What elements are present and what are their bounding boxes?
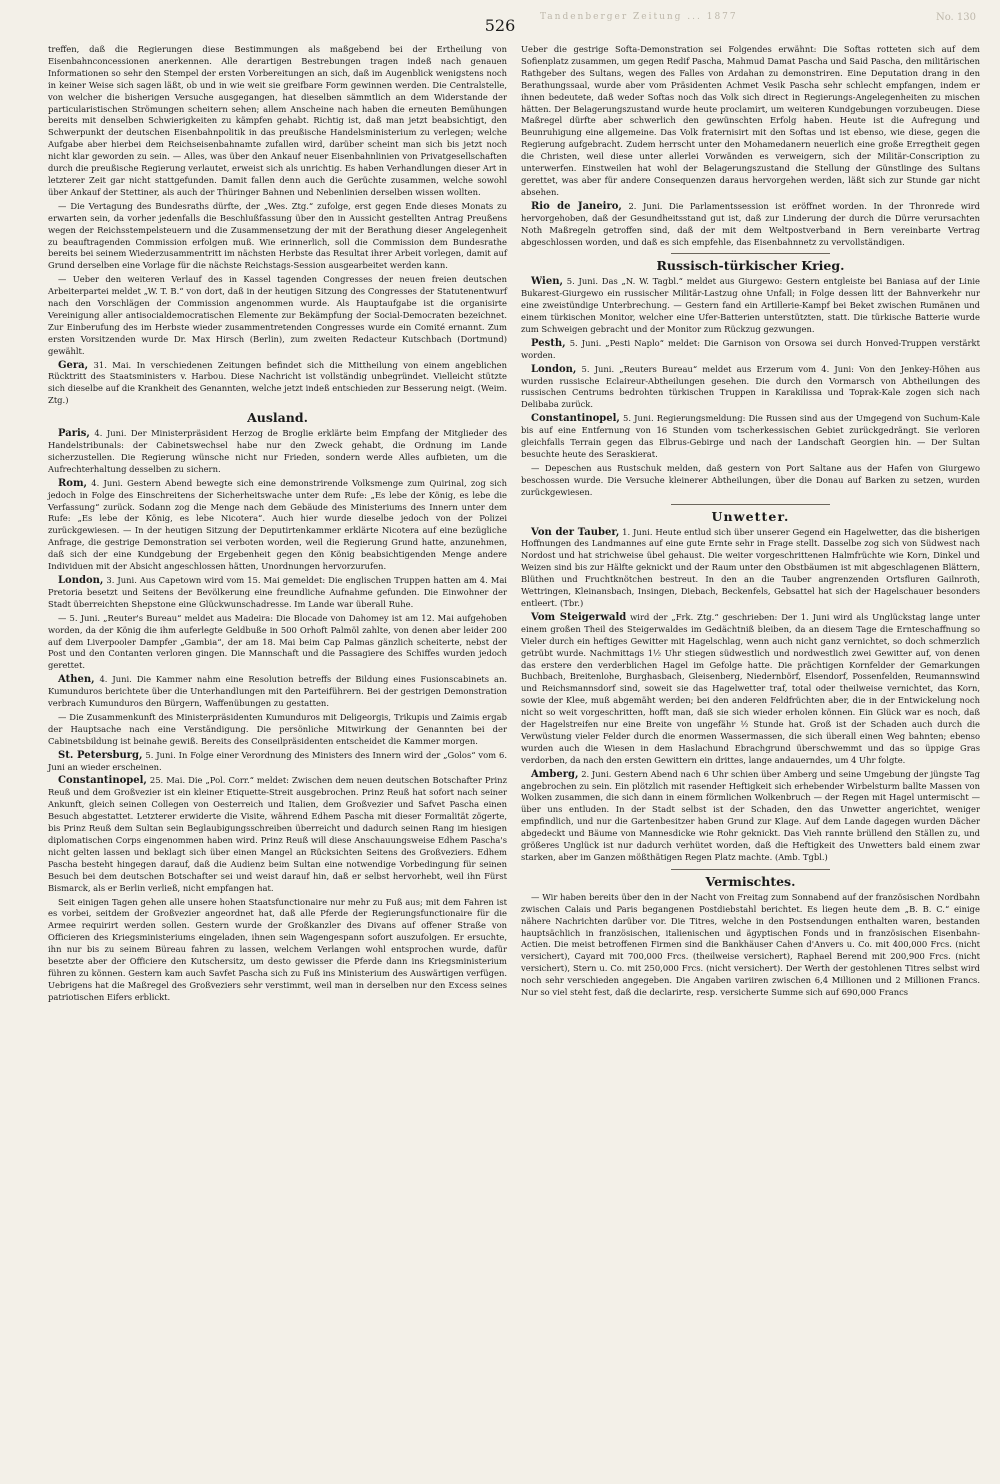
dispatch-constantinopel bbox=[521, 413, 980, 461]
article-paragraph: — Ueber den weiteren Verlauf des in Kassel tagenden Congresses der neuen freien deutschen Arbeiterpartei meldet „W. T. B.“ von dort, daß in der heutigen Sitzung des Congresses der Statutenentwurf nach den Vorschlägen der Commission angenommen wurde. Als Hauptaufgabe ist die organisirte Vereinigung aller antisocialdemocratischen Elemente zur Bekämpfung der Social-Democraten bezeichnet. Zur Einberufung des im Herbste wieder zusammentretenden Congresses wurde ein Comité ernannt. Zum ersten Vorsitzenden wurde Dr. Max Hirsch (Berlin), zum zweiten Redacteur Kutschbach (Dortmund) gewählt. bbox=[48, 274, 507, 356]
article-paragraph: — Depeschen aus Rustschuk melden, daß gestern von Port Saltane aus der Hafen von Giurgewo beschossen wurde. Die Versuche kleinerer Abtheilungen, über die Donau auf Barken zu setzen, wurden zurückgewiesen. bbox=[521, 462, 980, 497]
dateline-place: Pesth, bbox=[531, 337, 566, 349]
show-through-header: Tandenberger Zeitung ... 1877 bbox=[540, 12, 738, 22]
dispatch-athen bbox=[48, 674, 507, 710]
dateline-place: Paris, bbox=[58, 428, 90, 440]
dispatch-petersburg bbox=[48, 750, 507, 774]
dispatch-text: 5. Juni. Das „N. W. Tagbl.“ meldet aus Giurgewo: Gestern entgleiste bei Baniasa auf der Linie Bukarest-Giurgewo ein russischer Militär-Lastzug ohne Unfall; in Folge dessen litt der Bahnverkehr nur eine zweistündige Unterbrechung. — Gestern fand ein Artillerie-Kampf bei Beket zwischen Rumänen und einem türkischen Monitor, welcher eine Ufer-Batterien unterstützten, statt. Die türkische Batterie wurde zum Schweigen gebracht und der Monitor zum Rückzug gezwungen. bbox=[521, 276, 980, 334]
dispatch-text: 5. Juni. „Reuters Bureau“ meldet aus Erzerum vom 4. Juni: Von den Jenkey-Höhen aus wurden russische Eclaireur-Abtheilungen gesehen. Die durch den Vormarsch von Abtheilungen des russischen Centrums bedrohten türkischen Truppen in Karakilissa und Toprak-Kale zogen sich nach Delibaba zurück. bbox=[521, 363, 980, 410]
section-heading-ausland: Ausland. bbox=[247, 410, 308, 426]
article-paragraph: — Wir haben bereits über den in der Nacht von Freitag zum Sonnabend auf der französischen Nordbahn zwischen Calais und Paris begangenen Postdiebstahl berichtet. Es liegen heute dem „B. B. C.“ einige nähere Nachrichten darüber vor. Die Titres, welche in den Postsendungen enthalten waren, bestanden hauptsächlich in französischen, italienischen und ägyptischen Fonds und in französischen Eisenbahn-Actien. Die meist betroffenen Firmen sind die Bankhäuser Cahen d'Anvers u. Co. mit 400,000 Frcs. (nicht versichert), Cayard mit 700,000 Frcs. (theilweise versichert), Raphael Berend mit 200,900 Frcs. (nicht versichert), Stern u. Co. mit 250,000 Frcs. (nicht versichert). Der Werth der gestohlenen Titres selbst wird noch sehr verschieden angegeben. Die Angaben variiren zwischen 6,4 Millionen und 2 Millionen Francs. Nur so viel steht fest, daß die declarirte, resp. versicherte Summe sich auf 690,000 Francs bbox=[521, 891, 980, 998]
dateline-place: Von der Tauber, bbox=[531, 526, 620, 538]
dateline-place: St. Petersburg, bbox=[58, 749, 143, 761]
section-divider bbox=[671, 253, 830, 254]
dispatch-gera bbox=[48, 360, 507, 408]
section-heading-krieg: Russisch-türkischer Krieg. bbox=[656, 258, 845, 274]
dispatch-amberg bbox=[521, 769, 980, 864]
dispatch-steigerwald bbox=[521, 612, 980, 767]
dispatch-rio bbox=[521, 201, 980, 249]
article-paragraph: treffen, daß die Regierungen diese Bestimmungen als maßgebend bei der Ertheilung von Eisenbahnconcessionen anerkennen. Alle derartigen Bestrebungen tragen indeß nach genauen Informationen so sehr den Stempel der ersten Vorbereitungen an sich, daß im Augenblick wenigstens noch in keiner Weise sich sagen läßt, ob und in wie weit sie greifbare Form gewinnen werden. Die Centralstelle, von welcher die bisherigen Versuche ausgegangen, hat dieselben sämmtlich an dem Widerstande der particularistischen Strömungen scheitern sehen; allem Anscheine nach haben die erneuten Bemühungen bereits mit denselben Schwierigkeiten zu kämpfen gehabt. Richtig ist, daß man jetzt beabsichtigt, den Schwerpunkt der deutschen Eisenbahnpolitik in das preußische Handelsministerium zu verlegen; welche Aufgabe aber hierbei dem Reichseisenbahnamte zufallen wird, darüber scheint man sich bis jetzt noch nicht klar geworden zu sein. — Alles, was über den Ankauf neuer Eisenbahnlinien von Privatgesellschaften durch die preußische Regierung verlautet, erweist sich als unrichtig. Es haben Verhandlungen dieser Art in letzterer Zeit gar nicht stattgefunden. Damit fallen denn auch die Gerüchte zusammen, welche sowohl über Ankauf der Stettiner, als auch der Thüringer Bahnen und Nebenlinien derselben wissen wollten. bbox=[48, 44, 507, 197]
dispatch-text: 5. Juni. Regierungsmeldung: Die Russen sind aus der Umgegend von Suchum-Kale bis auf eine Entfernung von 16 Stunden vom tscherkessischen Gebiet zurückgedrängt. Sie verloren gleichfalls Terrain gegen das Elbrus-Gebirge und nach der Landschaft Georgien hin. — Der Sultan besuchte heute des Seraskierat. bbox=[521, 413, 980, 459]
article-paragraph: Ueber die gestrige Softa-Demonstration sei Folgendes erwähnt: Die Softas rotteten sich auf dem Sofienplatz zusammen, um gegen Redif Pascha, Mahmud Damat Pascha und Said Pascha, den militärischen Rathgeber des Sultans, wegen des Falles von Ardahan zu demonstriren. Eine Deputation drang in den Berathungssaal, wurde aber vom Präsidenten Achmet Vesik Pascha sehr schlecht empfangen, indem er ihnen bedeutete, daß weder Softas noch das Volk sich direct in Regierungs-Angelegenheiten zu mischen hätten. Der Belagerungszustand wurde heute proclamirt, um weiteren Kundgebungen vorzubeugen. Diese Maßregel dürfte aber schwerlich den gewünschten Erfolg haben. Heute ist die Aufregung und Beunruhigung eine allgemeine. Das Volk fraternisirt mit den Softas und ist ebenso, wie diese, gegen die Regierung aufgebracht. Zudem herrscht unter den Mohamedanern neuerlich eine große Erregtheit gegen die Christen, weil diese unter allerlei Vorwänden es verweigern, sich der Militär-Conscription zu unterwerfen. Einstweilen hat wohl der Belagerungszustand die Stellung der Günstlinge des Sultans gerettet, was aber für andere Consequenzen daraus hervorgehen werden, läßt sich zur Stunde gar nicht absehen. bbox=[521, 44, 980, 197]
dispatch-text: 1. Juni. Heute entlud sich über unserer Gegend ein Hagelwetter, das die bisherigen Hoffnungen des Landmannes auf eine gute Ernte sehr in Frage stellt. Dasselbe zog sich von Südwest nach Nordost und hat strichweise übel gehaust. Die weiter vorgeschrittenen Halmfrüchte wie Korn, Dinkel und Weizen sind bis zur Hälfte geknickt und der Raum unter den Obstbäumen ist mit abgeschlagenen Blättern, Blüthen und Fruchtknötchen bestreut. In den an die Tauber angrenzenden Ortsfluren Gailnroth, Wettringen, Kleinansbach, Insingen, Diebach, Beckenfels, Gebsattel hat sich der Hagelschauer besonders entleert. (Tbr.) bbox=[521, 526, 980, 608]
left-column bbox=[48, 44, 507, 1006]
dateline-place: Gera, bbox=[58, 359, 89, 371]
dispatch-pesth bbox=[521, 338, 980, 362]
dateline-place: Rio de Janeiro, bbox=[531, 200, 622, 212]
section-divider bbox=[671, 504, 830, 505]
dispatch-text: 4. Juni. Die Kammer nahm eine Resolution betreffs der Bildung eines Fusionscabinets an. Kumunduros berichtete über die Unterhandlungen mit den Parteiführern. Bei der gestrigen Demonstration verbrach Kumunduros den Bürgern, Waffenübungen zu gestatten. bbox=[48, 674, 507, 709]
section-heading-vermischtes: Vermischtes. bbox=[705, 873, 796, 889]
dispatch-text: 2. Juni. Die Parlamentssession ist eröffnet worden. In der Thronrede wird hervorgehoben, daß der Gesundheitsstand gut ist, daß zur Linderung der durch die Dürre verursachten Noth Maßregeln getroffen sind, daß der mit dem Weltpostverband in Bern vereinbarte Vertrag abgeschlossen worden, und daß es sich empfehle, das Eisenbahnnetz zu vervollständigen. bbox=[521, 200, 980, 247]
dispatch-text: 31. Mai. In verschiedenen Zeitungen befindet sich die Mittheilung von einem angeblichen Rücktritt des Staatsministers v. Harbou. Diese Nachricht ist vollständig unbegründet. Vielleicht stützte sich dieselbe auf die Krankheit des Genannten, welche jetzt indeß entschieden zur Besserung neigt. (Weim. Ztg.) bbox=[48, 359, 507, 406]
article-paragraph: — Die Zusammenkunft des Ministerpräsidenten Kumunduros mit Deligeorgis, Trikupis und Zaimis ergab der Hauptsache nach eine Verständigung. Die persönliche Mitwirkung der Genannten bei der Cabinetsbildung ist beinahe gewiß. Bereits des Conseilpräsidenten entscheidet die Kammer morgen. bbox=[48, 711, 507, 746]
section-divider bbox=[671, 869, 830, 870]
article-paragraph: Seit einigen Tagen gehen alle unsere hohen Staatsfunctionaire nur mehr zu Fuß aus; mit dem Fahren ist es vorbei, seitdem der Großvezier angeordnet hat, daß alle Pferde der Regierungsfunctionaire für die Armee requirirt werden sollen. Gestern wurde der Großkanzler des Divans auf offener Straße von Officieren des Kriegsministeriums eingeladen, ihnen sein Wagengespann sofort auszufolgen. Er ersuchte, ihn nur bis zu seinem Büreau fahren zu lassen, welchem Verlangen wohl entsprochen wurde, dafür besetzte aber der Officiere den Kutschersitz, um desto gewisser die Pferde dann ins Kriegsministerium führen zu können. Gestern kam auch Savfet Pascha sich zu Fuß ins Ministerium des Auswärtigen verfügen. Uebrigens hat die Maßregel des Großveziers sehr verstimmt, weil man in derselben nur den Excess seines patriotischen Eifers erblickt. bbox=[48, 896, 507, 1002]
dispatch-constantinopel bbox=[48, 775, 507, 894]
dateline-place: Amberg, bbox=[531, 768, 579, 780]
article-paragraph: — 5. Juni. „Reuter's Bureau“ meldet aus Madeira: Die Blocade von Dahomey ist am 12. Mai aufgehoben worden, da der König die ihm auferlegte Geldbuße in 500 Orhoft Palmöl zahlte, von denen aber leider 200 auf dem Liverpooler Dampfer „Gambia“, der am 18. Mai beim Cap Palmas gänzlich scheiterte, nebst der Post und den Contanten verloren gingen. Die Mannschaft und die Passagiere des Schiffes wurden jedoch gerettet. bbox=[48, 612, 507, 671]
dateline-place: London, bbox=[58, 574, 104, 586]
dispatch-london bbox=[521, 364, 980, 412]
dispatch-london bbox=[48, 575, 507, 611]
dispatch-text: 3. Juni. Aus Capetown wird vom 15. Mai gemeldet: Die englischen Truppen hatten am 4. Mai Pretoria besetzt und Seitens der Bevölkerung eine freundliche Aufnahme gefunden. Die Einwohner der Stadt überreichten Shepstone eine Glückwunschadresse. Im Lande war überall Ruhe. bbox=[48, 574, 507, 609]
dispatch-tauber bbox=[521, 527, 980, 610]
right-column bbox=[521, 44, 980, 1006]
dispatch-text: 4. Juni. Der Ministerpräsident Herzog de Broglie erklärte beim Empfang der Mitglieder des Handelstribunals: der Cabinetswechsel habe nur den Zweck gehabt, die Ordnung im Lande sicherzustellen. Die Regierung wünsche nicht nur Frieden, sondern werde Alles aufbieten, um die Aufrechterhaltung desselben zu sichern. bbox=[48, 428, 507, 474]
dispatch-text: 5. Juni. „Pesti Naplo“ meldet: Die Garnison von Orsowa sei durch Honved-Truppen verstärkt worden. bbox=[521, 337, 980, 360]
section-heading-unwetter: Unwetter. bbox=[711, 508, 790, 524]
page-number: 526 bbox=[484, 16, 516, 35]
dispatch-wien bbox=[521, 276, 980, 336]
dateline-place: Athen, bbox=[58, 674, 95, 686]
dispatch-text: 25. Mai. Die „Pol. Corr.“ meldet: Zwischen dem neuen deutschen Botschafter Prinz Reuß und dem Großvezier ist ein kleiner Etiquette-Streit ausgebrochen. Prinz Reuß hat sofort nach seiner Ankunft, gleich seinen Collegen von Oesterreich und Italien, dem Großvezier und Safvet Pascha einen Besuch abgestattet. Letzterer erwiderte die Visite, während Edhem Pascha mit dieser Formalität zögerte, bis Prinz Reuß dem Sultan sein Beglaubigungsschreiben überreicht und dadurch seinen Rang im hiesigen diplomatischen Corps eingenommen haben wird. Prinz Reuß will diese Anschauungsweise Edhem Pascha's nicht gelten lassen und beklagt sich über einen Mangel an Rücksichten Seitens des Großveziers. Edhem Pascha besteht hingegen darauf, daß die Audienz beim Sultan eine notwendige Vorbedingung für seinen Besuch bei dem deutschen Botschafter sei und weist darauf hin, daß er selbst hervorhebt, weil ihn Fürst Bismarck, als er Berlin verließ, nicht empfangen hat. bbox=[48, 775, 507, 893]
columns bbox=[48, 44, 980, 1006]
dateline-place: Vom Steigerwald bbox=[531, 611, 627, 623]
dateline-place: Constantinopel, bbox=[531, 413, 620, 425]
dateline-place: Constantinopel, bbox=[58, 775, 147, 787]
dispatch-text: 5. Juni. In Folge einer Verordnung des Ministers des Innern wird der „Golos“ vom 6. Juni an wieder erscheinen. bbox=[48, 749, 507, 772]
dispatch-rom bbox=[48, 478, 507, 573]
dispatch-text: wird der „Frk. Ztg.“ geschrieben: Der 1. Juni wird als Unglückstag lange unter einem großen Theil des Steigerwaldes im Gedächtniß bleiben, da an diesem Tage die Ernteschaffnung so Vieler durch ein heftiges Gewitter mit Hagelschlag, wenn auch nicht ganz vernichtet, so doch schmerzlich getrübt wurde. Nachmittags 1½ Uhr stiegen südwestlich und nordwestlich zwei Gewitter auf, von denen das erstere den verderblichen Hagel im Gefolge hatte. Die prächtigen Kornfelder der Gemarkungen Buchbach, Breitenlohe, Burghasbach, Gleisenberg, Niedernbörf, Elsendorf, Possenfelden, Reumannswind und Reichsmannsdorf sind, soweit sie das Hagelwetter traf, total oder theilweise vernichtet, das Korn, sowie der Klee, muß abgemäht werden; bei den anderen Feldfrüchten aber, die in der Entwickelung noch nicht so weit vorgeschritten, hofft man, daß sie sich wieder erholen können. Ein Glück war es noch, daß der Hagelstreifen nur eine Breite von ungefähr ½ Stunde hat. Groß ist der Schaden auch durch die Verwüstung vieler Felder durch die enormen Wassermassen, die sich überall einen Weg bahnten; ebenso wurden auch die Wiesen in dem Haslachund Ebrachgrund überschwemmt und das so üppige Gras verdorben, da nach den ersten Gewittern ein drittes, lange andauerndes, um 4 Uhr folgte. bbox=[521, 611, 981, 765]
dispatch-text: 2. Juni. Gestern Abend nach 6 Uhr schien über Amberg und seine Umgebung der jüngste Tag angebrochen zu sein. Ein plötzlich mit rasender Heftigkeit sich erhebender Wirbelsturm ballte Massen von Wolken zusammen, die sich dann in einem förmlichen Wolkenbruch — der Regen mit Hagel untermischt — über uns entluden. In der Stadt selbst ist der Schaden, den das Unwetter angerichtet, weniger empfindlich, und nur die Gartenbesitzer haben Grund zur Klage. Auf dem Lande dagegen wurden Dächer abgedeckt und Bäume von Mannesdicke wie Rohr geknickt. Das Vieh rannte brüllend den Ställen zu, und größeres Unglück ist nur dadurch verhütet worden, daß die Heftigkeit des Unwetters bald einem zwar starken, aber im Ganzen mößthätigen Regen Platz machte. (Amb. Tgbl.) bbox=[521, 768, 980, 862]
dateline-place: London, bbox=[531, 363, 577, 375]
dispatch-text: 4. Juni. Gestern Abend bewegte sich eine demonstrirende Volksmenge zum Quirinal, zog sich jedoch in Folge des Einschreitens der Sicherheitswache unter dem Rufe: „Es lebe der König, es lebe die Verfassung“ zurück. Sodann zog die Menge nach dem Gebäude des Ministeriums des Innern unter dem Rufe: „Es lebe der König, es lebe Nicotera“. Auch hier wurde dieselbe jedoch von der Polizei zurückgewiesen. — In der heutigen Sitzung der Deputirtenkammer erklärte Nicotera auf eine bezügliche Anfrage, die gestrige Demonstration sei verboten worden, weil die Regierung Grund hatte, anzunehmen, daß sich der eine Kundgebung der Ergebenheit gegen den König beabsichtigenden Menge andere Individuen mit der Absicht angeschlossen hätten, Unordnungen hervorzurufen. bbox=[48, 477, 507, 572]
article-paragraph: — Die Vertagung des Bundesraths dürfte, der „Wes. Ztg.“ zufolge, erst gegen Ende dieses Monats zu erwarten sein, da vorher jedenfalls die Beschlußfassung über den in Aussicht gestellten Antrag Preußens wegen der Reichsstempelsteuern und die Zusammensetzung der mit der Berathung dieser Angelegenheit zu beauftragenden Commission erfolgen muß. Wie erinnerlich, soll die Commission dem Bundesrathe bereits bei seinem Wiederzusammentritt im nächsten Herbste das Resultat ihrer Arbeit vorlegen, damit auf Grund derselben eine Vorlage für die nächste Reichstags-Session ausgearbeitet werden kann. bbox=[48, 200, 507, 271]
dispatch-paris bbox=[48, 428, 507, 476]
show-through-corner: No. 130 bbox=[935, 12, 976, 23]
dateline-place: Wien, bbox=[531, 276, 563, 288]
dateline-place: Rom, bbox=[58, 477, 88, 489]
